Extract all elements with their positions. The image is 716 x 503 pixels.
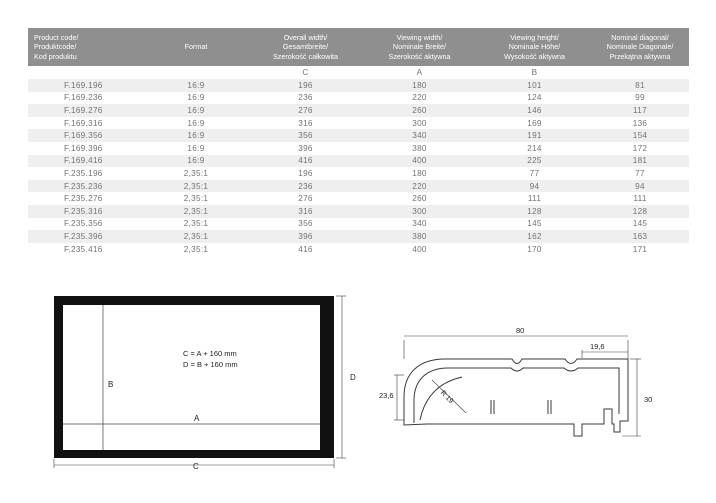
header-product-code-line: Kod produktu	[34, 51, 77, 61]
table-cell: 169	[478, 117, 591, 130]
table-cell: 2,35:1	[142, 167, 250, 180]
table-cell: 276	[250, 192, 361, 205]
table-cell: 94	[478, 180, 591, 193]
screen-frame-diagram	[54, 296, 356, 471]
table-cell: 356	[250, 218, 361, 231]
frame-profile-diagram	[394, 336, 641, 436]
table-cell: 2,35:1	[142, 243, 250, 256]
header-viewing-width-line: Viewing width/	[396, 33, 443, 43]
table-cell: F.235.356	[28, 218, 142, 231]
table-cell: 400	[361, 155, 478, 168]
table-cell: 236	[250, 180, 361, 193]
table-cell: 16:9	[142, 155, 250, 168]
dim-19-6: 19,6	[590, 342, 605, 351]
header-product-code-line: Produktcode/	[34, 42, 77, 52]
table-cell: 111	[591, 192, 689, 205]
table-cell: F.235.276	[28, 192, 142, 205]
table-cell: 172	[591, 142, 689, 155]
table-cell: 400	[361, 243, 478, 256]
header-overall-width-line: Gesamtbreite/	[282, 42, 329, 52]
table-cell: 180	[361, 167, 478, 180]
table-cell: 416	[250, 155, 361, 168]
table-cell: 380	[361, 142, 478, 155]
table-cell: 396	[250, 230, 361, 243]
dimension-letter: B	[478, 66, 591, 79]
table-cell: 180	[361, 79, 478, 92]
table-cell: 77	[478, 167, 591, 180]
table-cell: 145	[478, 218, 591, 231]
dim-radius: R 19	[438, 389, 455, 406]
header-viewing-height-line: Wysokość aktywna	[503, 51, 566, 61]
table-cell: 220	[361, 180, 478, 193]
table-cell: 380	[361, 230, 478, 243]
header-overall-width-line: Szerokość całkowita	[272, 51, 339, 61]
table-cell: 16:9	[142, 104, 250, 117]
table-cell: 16:9	[142, 129, 250, 142]
table-cell: 225	[478, 155, 591, 168]
table-cell: 2,35:1	[142, 218, 250, 231]
table-cell: 300	[361, 117, 478, 130]
dimension-letter: C	[250, 66, 361, 79]
table-cell: F.235.416	[28, 243, 142, 256]
table-cell: F.169.356	[28, 129, 142, 142]
table-cell: 136	[591, 117, 689, 130]
table-cell: 154	[591, 129, 689, 142]
table-cell: 340	[361, 218, 478, 231]
table-cell: 128	[478, 205, 591, 218]
table-cell: 260	[361, 192, 478, 205]
dim-23-6: 23,6	[379, 391, 394, 400]
header-nominal-diagonal-line: Nominale Diagonale/	[606, 42, 674, 52]
header-product-code-line: Product code/	[34, 33, 79, 43]
formula-c: C = A + 160 mm	[183, 349, 237, 358]
table-cell: 2,35:1	[142, 180, 250, 193]
table-cell: 316	[250, 205, 361, 218]
profile-radius-arc	[420, 377, 462, 420]
table-cell: 181	[591, 155, 689, 168]
table-cell: 16:9	[142, 117, 250, 130]
table-cell: F.169.236	[28, 92, 142, 105]
header-overall-width-line: Overall width/	[283, 33, 328, 43]
formula-d: D = B + 160 mm	[183, 360, 238, 369]
screen-viewing-area	[63, 305, 320, 450]
table-cell: 2,35:1	[142, 205, 250, 218]
table-cell: 196	[250, 167, 361, 180]
label-a: A	[194, 414, 200, 423]
table-cell: 2,35:1	[142, 230, 250, 243]
table-cell: 316	[250, 117, 361, 130]
label-b: B	[108, 380, 114, 389]
table-cell: 163	[591, 230, 689, 243]
dimension-letter: A	[361, 66, 478, 79]
table-cell: 77	[591, 167, 689, 180]
table-cell: 111	[478, 192, 591, 205]
table-cell: F.169.396	[28, 142, 142, 155]
table-cell: 196	[250, 79, 361, 92]
table-cell: F.169.316	[28, 117, 142, 130]
table-cell: 276	[250, 104, 361, 117]
header-viewing-height-line: Viewing height/	[510, 33, 559, 43]
table-cell: 356	[250, 129, 361, 142]
table-cell: 300	[361, 205, 478, 218]
label-c: C	[193, 462, 199, 471]
table-cell: 16:9	[142, 92, 250, 105]
table-cell: F.169.276	[28, 104, 142, 117]
table-cell: 191	[478, 129, 591, 142]
header-nominal-diagonal-line: Przekątna aktywna	[609, 51, 671, 61]
dim-80: 80	[516, 326, 525, 335]
header-viewing-width-line: Nominale Breite/	[392, 42, 447, 52]
table-cell: 146	[478, 104, 591, 117]
table-cell: 171	[591, 243, 689, 256]
table-cell: 81	[591, 79, 689, 92]
table-cell: 220	[361, 92, 478, 105]
header-viewing-width-line: Szerokość aktywna	[388, 51, 451, 61]
table-cell: 128	[591, 205, 689, 218]
table-cell: F.235.396	[28, 230, 142, 243]
table-cell: F.235.196	[28, 167, 142, 180]
header-format-line: Format	[184, 42, 208, 52]
table-cell: F.169.196	[28, 79, 142, 92]
table-cell: 170	[478, 243, 591, 256]
table-cell: 117	[591, 104, 689, 117]
table-cell: 124	[478, 92, 591, 105]
table-cell: 162	[478, 230, 591, 243]
table-cell: F.169.416	[28, 155, 142, 168]
table-cell: 340	[361, 129, 478, 142]
table-cell: 396	[250, 142, 361, 155]
table-cell: 145	[591, 218, 689, 231]
table-cell: 2,35:1	[142, 192, 250, 205]
dim-30: 30	[644, 395, 653, 404]
label-d: D	[350, 373, 356, 382]
table-cell: F.235.316	[28, 205, 142, 218]
table-cell: 214	[478, 142, 591, 155]
table-cell: 236	[250, 92, 361, 105]
table-cell: 416	[250, 243, 361, 256]
header-viewing-height-line: Nominale Höhe/	[508, 42, 561, 52]
table-cell: 16:9	[142, 142, 250, 155]
table-cell: F.235.236	[28, 180, 142, 193]
table-cell: 99	[591, 92, 689, 105]
table-cell: 94	[591, 180, 689, 193]
table-cell: 101	[478, 79, 591, 92]
table-cell: 16:9	[142, 79, 250, 92]
table-cell: 260	[361, 104, 478, 117]
header-nominal-diagonal-line: Nominal diagonal/	[611, 33, 669, 43]
